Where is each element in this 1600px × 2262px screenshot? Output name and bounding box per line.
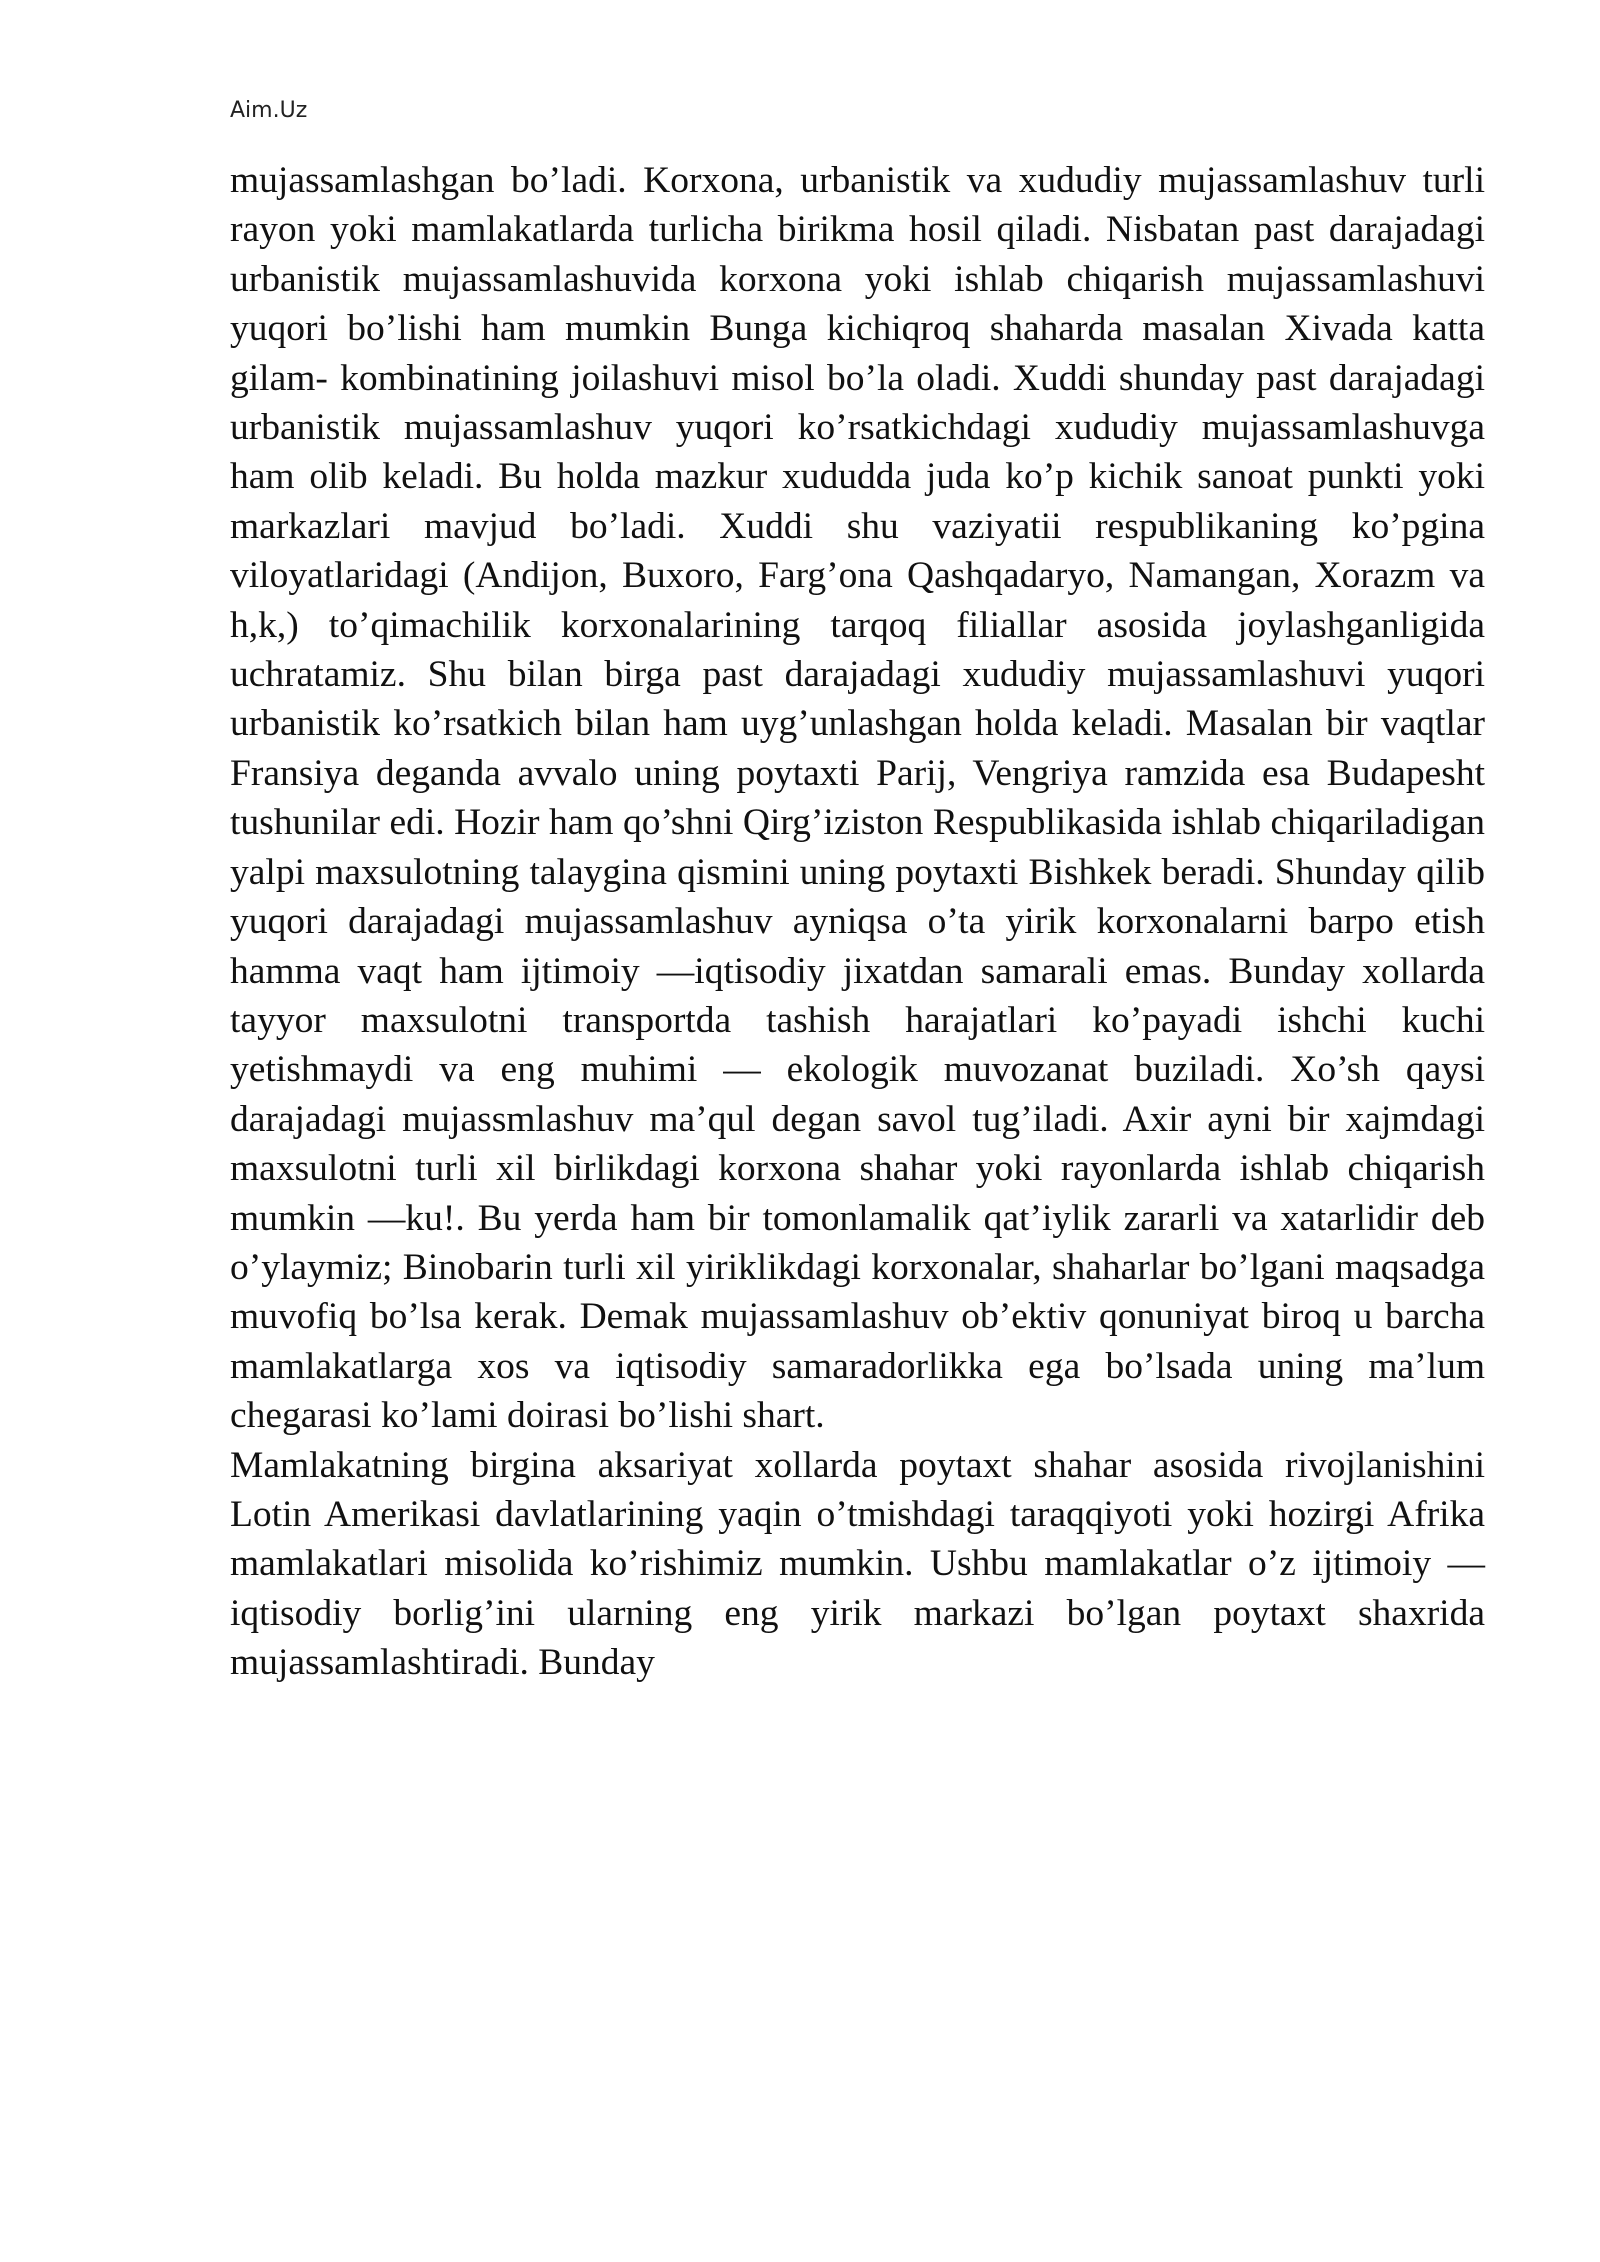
document-body [230, 156, 1485, 1688]
paragraph-2: Mamlakatning birgina aksariyat xollarda poytaxt shahar asosida rivojlanishini Lotin Amerikasi davlatlarining yaqin o’tmishdagi taraqqiyoti yoki hozirgi Afrika mamlakatlari misolida ko’rishimiz mumkin. Ushbu mamlakatlar o’z ijtimoiy —iqtisodiy borlig’ini ularning eng yirik markazi bo’lgan poytaxt shaxrida mujassamlashtiradi. Bunday [230, 1444, 1485, 1684]
paragraph-1: mujassamlashgan bo’ladi. Korxona, urbanistik va xududiy mujassamlashuv turli rayon yoki mamlakatlarda turlicha birikma hosil qiladi. Nisbatan past darajadagi urbanistik mujassamlashuvida korxona yoki ishlab chiqarish mujassamlashuvi yuqori bo’lishi ham mumkin Bunga kichiqroq shaharda masalan Xivada katta gilam- kombinatining joilashuvi misol bo’la oladi. Xuddi shunday past darajadagi urbanistik mujassamlashuv yuqori ko’rsatkichdagi xududiy mujassamlashuvga ham olib keladi. Bu holda mazkur xududda juda ko’p kichik sanoat punkti yoki markazlari mavjud bo’ladi. Xuddi shu vaziyatii respublikaning ko’pgina viloyatlaridagi (Andijon, Buxoro, Farg’ona Qashqadaryo, Namangan, Xorazm va h,k,) to’qimachilik korxonalarining tarqoq filiallar asosida joylashganligida uchratamiz. Shu bilan birga past darajadagi xududiy mujassamlashuvi yuqori urbanistik ko’rsatkich bilan ham uyg’unlashgan holda keladi. Masalan bir vaqtlar Fransiya deganda avvalo uning poytaxti Parij, Vengriya ramzida esa Budapesht tushunilar edi. Hozir ham qo’shni Qirg’iziston Respublikasida ishlab chiqariladigan yalpi maxsulotning talaygina qismini uning poytaxti Bishkek beradi. Shunday qilib yuqori darajadagi mujassamlashuv ayniqsa o’ta yirik korxonalarni barpo etish hamma vaqt ham ijtimoiy —iqtisodiy jixatdan samarali emas. Bunday xollarda tayyor maxsulotni transportda tashish harajatlari ko’payadi ishchi kuchi yetishmaydi va eng muhimi — ekologik muvozanat buziladi. Xo’sh qaysi darajadagi mujassmlashuv ma’qul degan savol tug’iladi. Axir ayni bir xajmdagi maxsulotni turli xil birlikdagi korxona shahar yoki rayonlarda ishlab chiqarish mumkin —ku!. Bu yerda ham bir tomonlamalik qat’iylik zararli va xatarlidir deb o’ylaymiz; Binobarin turli xil yiriklikdagi korxonalar, shaharlar bo’lgani maqsadga muvofiq bo’lsa kerak. Demak mujassamlashuv ob’ektiv qonuniyat biroq u barcha mamlakatlarga xos va iqtisodiy samaradorlikka ega bo’lsada uning ma’lum chegarasi ko’lami doirasi bo’lishi shart. [230, 160, 1485, 1437]
page-header-site-name: Aim.Uz [230, 98, 308, 123]
